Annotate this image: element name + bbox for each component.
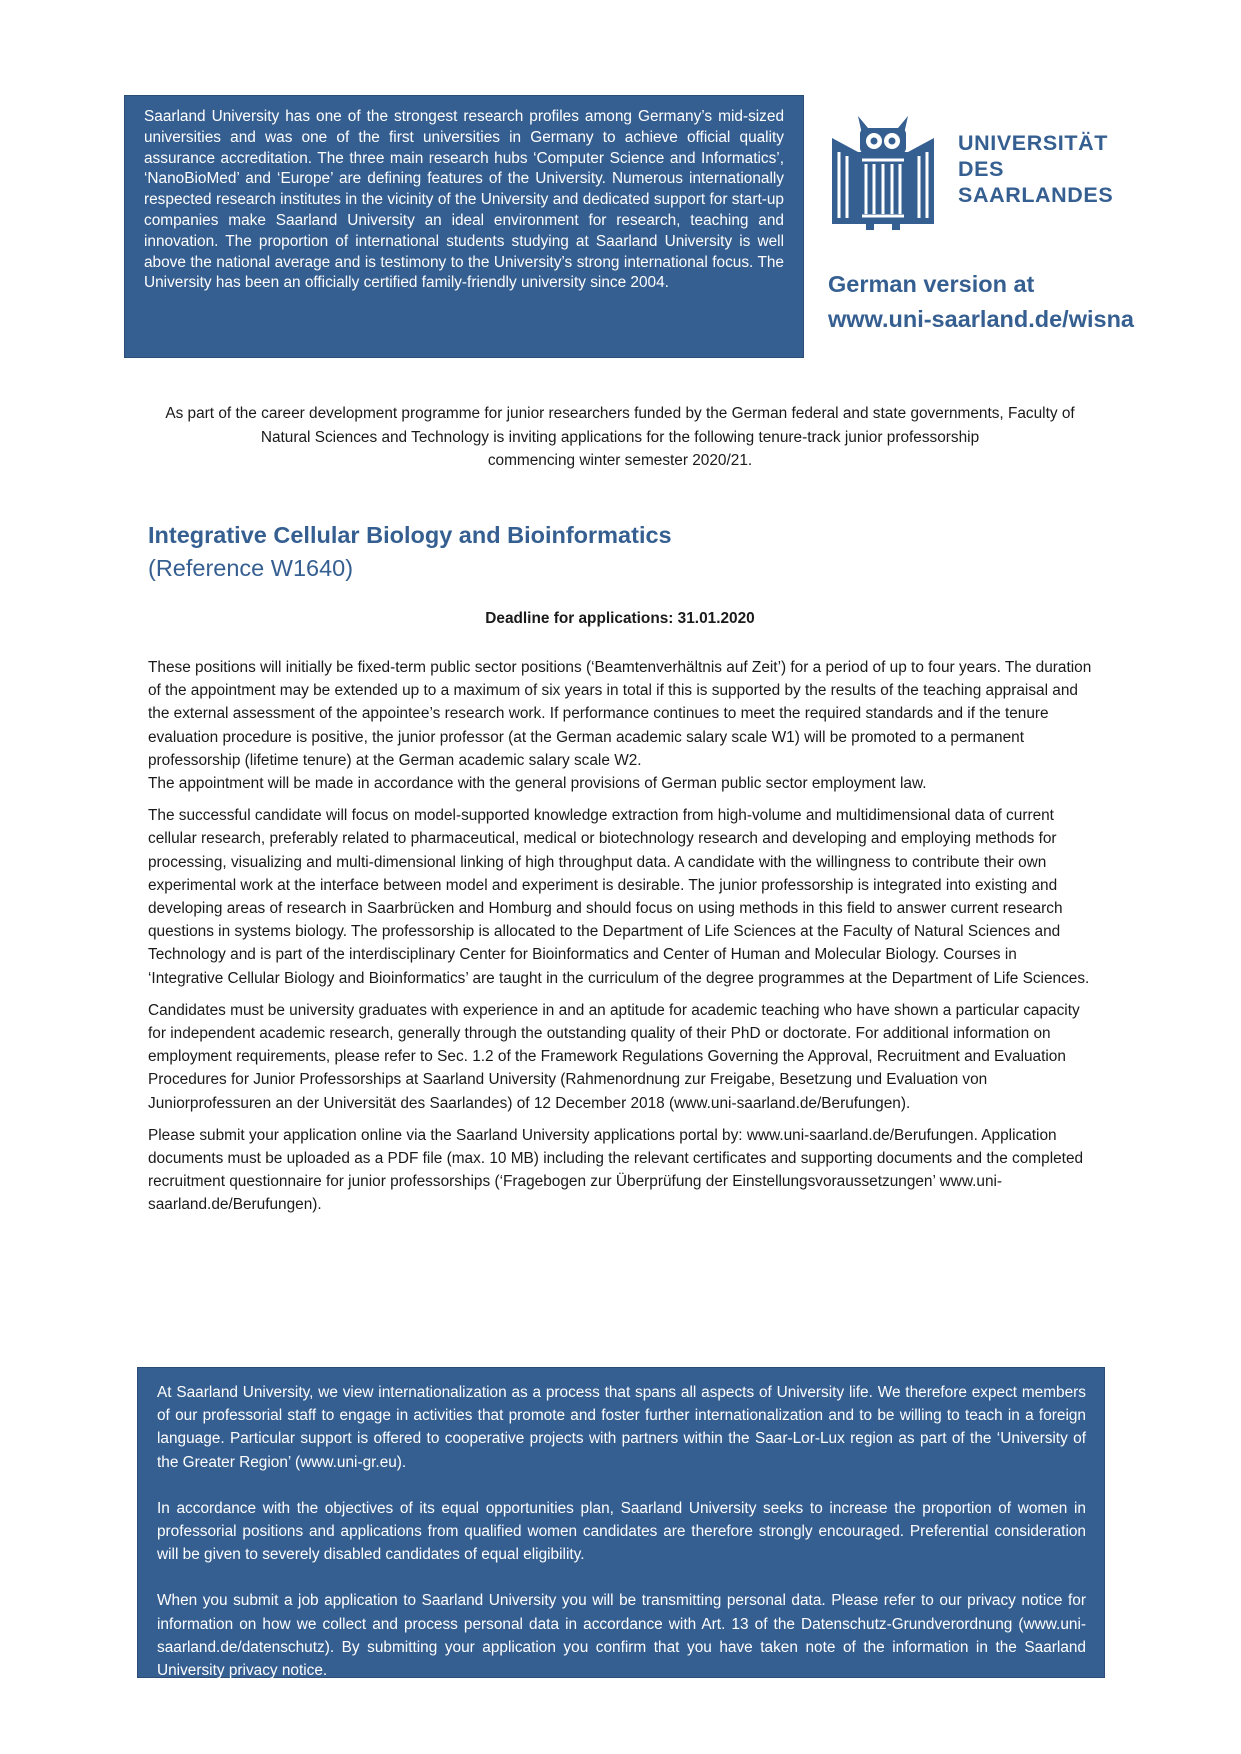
owl-building-emblem-icon [828,112,938,232]
footer-privacy-notice: When you submit a job application to Saarland University you will be transmitting personal data. Please refer to our privacy notice for information on how we collect and process personal data in accordance with Art. 13 of the Datenschutz-Grundverordnung (www.uni-saarland.de/datenschutz). By submitting your application you confirm that you have taken note of the information in the Saarland University privacy notice. [157,1592,1086,1680]
intro-text: Saarland University has one of the strongest research profiles among Germany’s mid-sized universities and was one of the first universities in Germany to achieve official quality assurance accreditation. The three main research hubs ‘Computer Science and Informatics’, ‘NanoBioMed’ and ‘Europe’ are defining features of the University. Numerous internationally respected research institutes in the vicinity of the University and dedicated support for start-up companies make Saarland University an ideal environment for research, teaching and innovation. The proportion of international students studying at Saarland University is well above the national average and is testimony to the University’s strong international focus. The University has been an officially certified family-friendly university since 2004. [144,108,784,292]
preamble [140,402,1100,473]
german-version-link[interactable]: www.uni-saarland.de/wisna [828,306,1135,332]
german-version-label: German version at [828,271,1035,297]
logo-line-1: UNIVERSITÄT [958,131,1108,155]
preamble-start-date: commencing winter semester 2020/21. [487,452,753,469]
job-description [148,656,1093,1226]
footer-box [137,1367,1105,1678]
university-logo [828,112,1128,232]
german-version-note [828,267,1134,337]
position-reference: (Reference W1640) [148,555,354,581]
preamble-text: As part of the career development programme for junior researchers funded by the German federal and state governments, Faculty of Natural Sciences and Technology is inviting applications for the following tenure-track junior professorship [165,405,1075,446]
paragraph-employment-law: The appointment will be made in accordance with the general provisions of German public sector employment law. [148,775,927,793]
paragraph-terms: These positions will initially be fixed-term public sector positions (‘Beamtenverhältnis auf Zeit’) for a period of up to four years. The duration of the appointment may be extended up to a maximum of six years in total if this is supported by the results of the teaching appraisal and the external assessment of the appointee’s research work. If performance continues to meet the required standards and if the tenure evaluation procedure is positive, the junior professor (at the German academic salary scale W1) will be promoted to a permanent professorship (lifetime tenure) at the German academic salary scale W2. [148,659,1092,769]
footer-equal-opportunities: In accordance with the objectives of its equal opportunities plan, Saarland University seeks to increase the proportion of women in professorial positions and applications from qualified women candidates are therefore strongly encouraged. Preferential consideration will be given to severely disabled candidates of equal eligibility. [157,1499,1086,1564]
logo-line-3: SAARLANDES [958,183,1114,207]
intro-box [124,95,804,358]
application-deadline: Deadline for applications: 31.01.2020 [485,610,755,627]
logo-wordmark [958,130,1113,208]
paragraph-requirements: Candidates must be university graduates with experience in and an aptitude for academic teaching who have shown a particular capacity for independent academic research, generally through the outstanding quality of their PhD or doctorate. For additional information on employment requirements, please refer to Sec. 1.2 of the Framework Regulations Governing the Approval, Recruitment and Evaluation Procedures for Junior Professorships at Saarland University (Rahmenordnung zur Freigabe, Besetzung und Evaluation von Juniorprofessuren an der Universität des Saarlandes) of 12 December 2018 (www.uni-saarland.de/Berufungen). [148,1001,1080,1112]
paragraph-application: Please submit your application online via the Saarland University applications portal by: www.uni-saarland.de/Berufungen. Application documents must be uploaded as a PDF file (max. 10 MB) including the relevant certificates and supporting documents and the completed recruitment questionnaire for junior professorships (‘Fragebogen zur Überprüfung der Einstellungsvoraussetzungen’ www.uni-saarland.de/Berufungen). [148,1126,1084,1214]
logo-line-2: DES [958,157,1005,181]
paragraph-research-focus: The successful candidate will focus on model-supported knowledge extraction from high-volume and multidimensional data of current cellular research, preferably related to pharmaceutical, medical or biotechnology research and developing and employing methods for processing, visualizing and multi-dimensional linking of high throughput data. A candidate with the willingness to contribute their own experimental work at the interface between model and experiment is desirable. The junior professorship is integrated into existing and developing areas of research in Saarbrücken and Homburg and should focus on using methods in this field to answer current research questions in systems biology. The professorship is allocated to the Department of Life Sciences at the Faculty of Natural Sciences and Technology and is part of the interdisciplinary Center for Bioinformatics and Center of Human and Molecular Biology. Courses in ‘Integrative Cellular Biology and Bioinformatics’ are taught in the curriculum of the degree programmes at the Department of Life Sciences. [148,807,1090,987]
footer-internationalization: At Saarland University, we view internationalization as a process that spans all aspects of University life. We therefore expect members of our professorial staff to engage in activities that promote and foster further internationalization and to be willing to teach in a foreign language. Particular support is offered to cooperative projects with partners within the Saar-Lor-Lux region as part of the ‘University of the Greater Region’ (www.uni-gr.eu). [157,1384,1086,1471]
position-title: Integrative Cellular Biology and Bioinformatics [148,522,672,548]
